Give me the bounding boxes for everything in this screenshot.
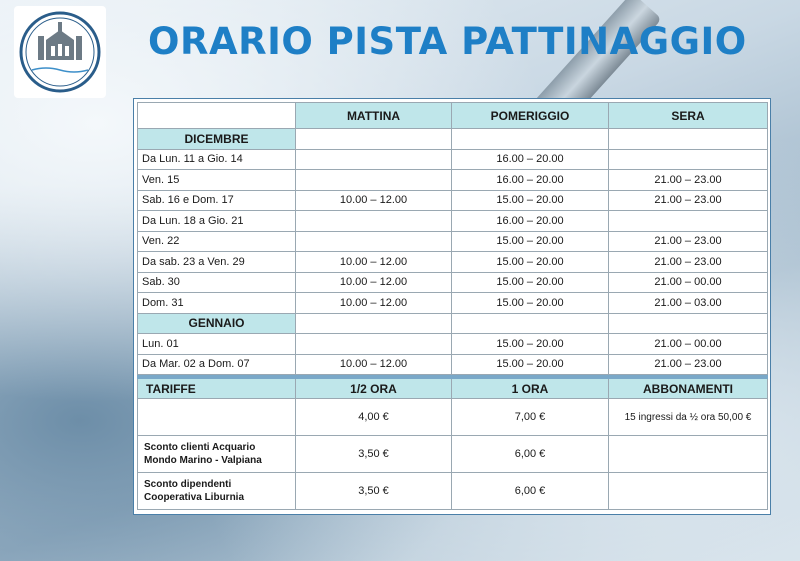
mattina-cell — [296, 334, 452, 355]
table-row — [138, 293, 768, 314]
mattina-cell: 10.00 – 12.00 — [296, 354, 452, 375]
schedule-sheet — [133, 98, 771, 515]
one-hour-price: 7,00 € — [452, 399, 609, 436]
pomeriggio-cell: 15.00 – 20.00 — [452, 252, 609, 273]
sera-cell: 21.00 – 00.00 — [609, 272, 768, 293]
day-cell: Dom. 31 — [138, 293, 296, 314]
month-label: GENNAIO — [138, 313, 296, 334]
one-hour-price: 6,00 € — [452, 436, 609, 473]
table-row — [138, 149, 768, 170]
day-cell: Sab. 16 e Dom. 17 — [138, 190, 296, 211]
col-pomeriggio: POMERIGGIO — [452, 103, 609, 129]
table-row — [138, 170, 768, 191]
table-row — [138, 354, 768, 375]
table-row — [138, 190, 768, 211]
pomeriggio-cell: 15.00 – 20.00 — [452, 334, 609, 355]
col-mattina: MATTINA — [296, 103, 452, 129]
mattina-cell — [296, 211, 452, 232]
tariffe-header-row — [138, 379, 768, 399]
day-cell: Da Mar. 02 a Dom. 07 — [138, 354, 296, 375]
month-row-gennaio — [138, 313, 768, 334]
sera-cell: 21.00 – 23.00 — [609, 190, 768, 211]
day-cell: Ven. 22 — [138, 231, 296, 252]
col-half-hour: 1/2 ORA — [296, 379, 452, 399]
half-hour-price: 4,00 € — [296, 399, 452, 436]
col-sera: SERA — [609, 103, 768, 129]
abbonamento-price: 15 ingressi da ½ ora 50,00 € — [609, 399, 768, 436]
day-cell: Lun. 01 — [138, 334, 296, 355]
day-cell: Da Lun. 11 a Gio. 14 — [138, 149, 296, 170]
mattina-cell: 10.00 – 12.00 — [296, 272, 452, 293]
abbonamento-price — [609, 473, 768, 510]
abbonamento-price — [609, 436, 768, 473]
pomeriggio-cell: 15.00 – 20.00 — [452, 231, 609, 252]
table-row — [138, 211, 768, 232]
tariff-row — [138, 399, 768, 436]
pomeriggio-cell: 16.00 – 20.00 — [452, 170, 609, 191]
day-cell: Ven. 15 — [138, 170, 296, 191]
month-label: DICEMBRE — [138, 129, 296, 150]
tariff-row — [138, 436, 768, 473]
sera-cell: 21.00 – 23.00 — [609, 252, 768, 273]
schedule-table — [137, 102, 768, 510]
day-cell: Da Lun. 18 a Gio. 21 — [138, 211, 296, 232]
header-blank-cell — [138, 103, 296, 129]
pomeriggio-cell: 15.00 – 20.00 — [452, 272, 609, 293]
table-row — [138, 252, 768, 273]
pro-loco-logo — [14, 6, 106, 98]
month-row-dicembre — [138, 129, 768, 150]
page-title: ORARIO PISTA PATTINAGGIO — [148, 20, 747, 63]
one-hour-price: 6,00 € — [452, 473, 609, 510]
sera-cell — [609, 149, 768, 170]
tariff-label — [138, 399, 296, 436]
mattina-cell — [296, 231, 452, 252]
table-row — [138, 231, 768, 252]
half-hour-price: 3,50 € — [296, 436, 452, 473]
pomeriggio-cell: 16.00 – 20.00 — [452, 211, 609, 232]
sera-cell — [609, 211, 768, 232]
tariff-label: Sconto clienti Acquario Mondo Marino - Valpiana — [138, 436, 296, 473]
pro-loco-logo-emblem — [18, 10, 102, 94]
sera-cell: 21.00 – 03.00 — [609, 293, 768, 314]
tariff-label: Sconto dipendenti Cooperativa Liburnia — [138, 473, 296, 510]
col-abbonamenti: ABBONAMENTI — [609, 379, 768, 399]
col-one-hour: 1 ORA — [452, 379, 609, 399]
sera-cell: 21.00 – 23.00 — [609, 170, 768, 191]
mattina-cell: 10.00 – 12.00 — [296, 293, 452, 314]
table-row — [138, 334, 768, 355]
pomeriggio-cell: 15.00 – 20.00 — [452, 293, 609, 314]
tariffe-label: TARIFFE — [138, 379, 296, 399]
sera-cell: 21.00 – 23.00 — [609, 354, 768, 375]
half-hour-price: 3,50 € — [296, 473, 452, 510]
day-cell: Sab. 30 — [138, 272, 296, 293]
day-cell: Da sab. 23 a Ven. 29 — [138, 252, 296, 273]
table-row — [138, 272, 768, 293]
pomeriggio-cell: 15.00 – 20.00 — [452, 354, 609, 375]
pomeriggio-cell: 15.00 – 20.00 — [452, 190, 609, 211]
mattina-cell — [296, 170, 452, 191]
pomeriggio-cell: 16.00 – 20.00 — [452, 149, 609, 170]
sera-cell: 21.00 – 23.00 — [609, 231, 768, 252]
mattina-cell — [296, 149, 452, 170]
mattina-cell: 10.00 – 12.00 — [296, 190, 452, 211]
sera-cell: 21.00 – 00.00 — [609, 334, 768, 355]
tariff-row — [138, 473, 768, 510]
mattina-cell: 10.00 – 12.00 — [296, 252, 452, 273]
schedule-header-row — [138, 103, 768, 129]
